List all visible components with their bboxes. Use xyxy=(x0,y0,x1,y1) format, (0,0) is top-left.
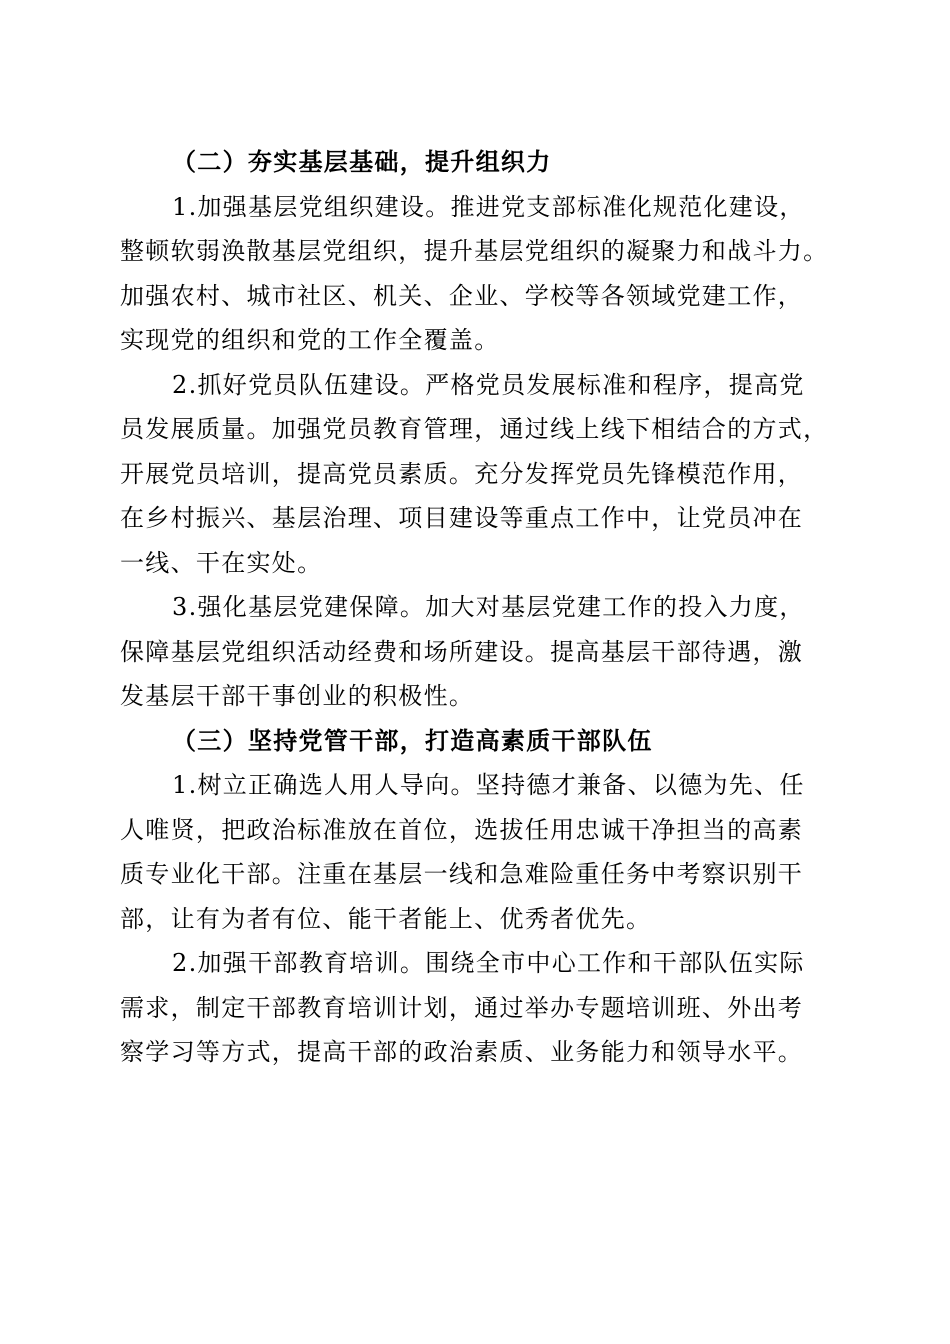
text-line: 1.加强基层党组织建设。推进党支部标准化规范化建设， xyxy=(172,192,805,221)
text-line: 在乡村振兴、基层治理、项目建设等重点工作中，让党员冲在 xyxy=(120,504,804,532)
text-line: 加强农村、城市社区、机关、企业、学校等各领域党建工作， xyxy=(120,281,804,310)
text-line: 2.抓好党员队伍建设。严格党员发展标准和程序，提高党 xyxy=(172,370,805,399)
text-line: 2.加强干部教育培训。围绕全市中心工作和干部队伍实际 xyxy=(172,949,805,977)
text-line: 人唯贤，把政治标准放在首位，选拔任用忠诚干净担当的高素 xyxy=(120,815,804,844)
text-line: 一线、干在实处。 xyxy=(120,548,323,577)
text-line: 保障基层党组织活动经费和场所建设。提高基层干部待遇，激 xyxy=(120,637,804,666)
text-line: 员发展质量。加强党员教育管理，通过线上线下相结合的方式， xyxy=(120,415,829,443)
document-body xyxy=(120,140,840,1075)
text-line: 3.强化基层党建保障。加大对基层党建工作的投入力度， xyxy=(172,593,805,621)
text-line: 部，让有为者有位、能干者能上、优秀者优先。 xyxy=(120,904,652,933)
text-line: 整顿软弱涣散基层党组织，提升基层党组织的凝聚力和战斗力。 xyxy=(120,237,829,265)
section-heading: （二）夯实基层基础，提升组织力 xyxy=(172,147,552,176)
section-heading: （三）坚持党管干部，打造高素质干部队伍 xyxy=(172,725,653,755)
text-line: 开展党员培训，提高党员素质。充分发挥党员先锋模范作用， xyxy=(120,459,804,488)
paragraph xyxy=(120,363,840,586)
paragraph xyxy=(120,763,840,941)
text-line: 1.树立正确选人用人导向。坚持德才兼备、以德为先、任 xyxy=(172,771,805,799)
text-line: 察学习等方式，提高干部的政治素质、业务能力和领导水平。 xyxy=(120,1038,804,1066)
paragraph xyxy=(120,585,840,719)
paragraph xyxy=(120,941,840,1075)
text-line: 实现党的组织和党的工作全覆盖。 xyxy=(120,326,500,354)
paragraph xyxy=(120,185,840,363)
text-line: 需求，制定干部教育培训计划，通过举办专题培训班、外出考 xyxy=(120,993,804,1022)
text-line: 质专业化干部。注重在基层一线和急难险重任务中考察识别干 xyxy=(120,860,804,888)
text-line: 发基层干部干事创业的积极性。 xyxy=(120,682,475,710)
